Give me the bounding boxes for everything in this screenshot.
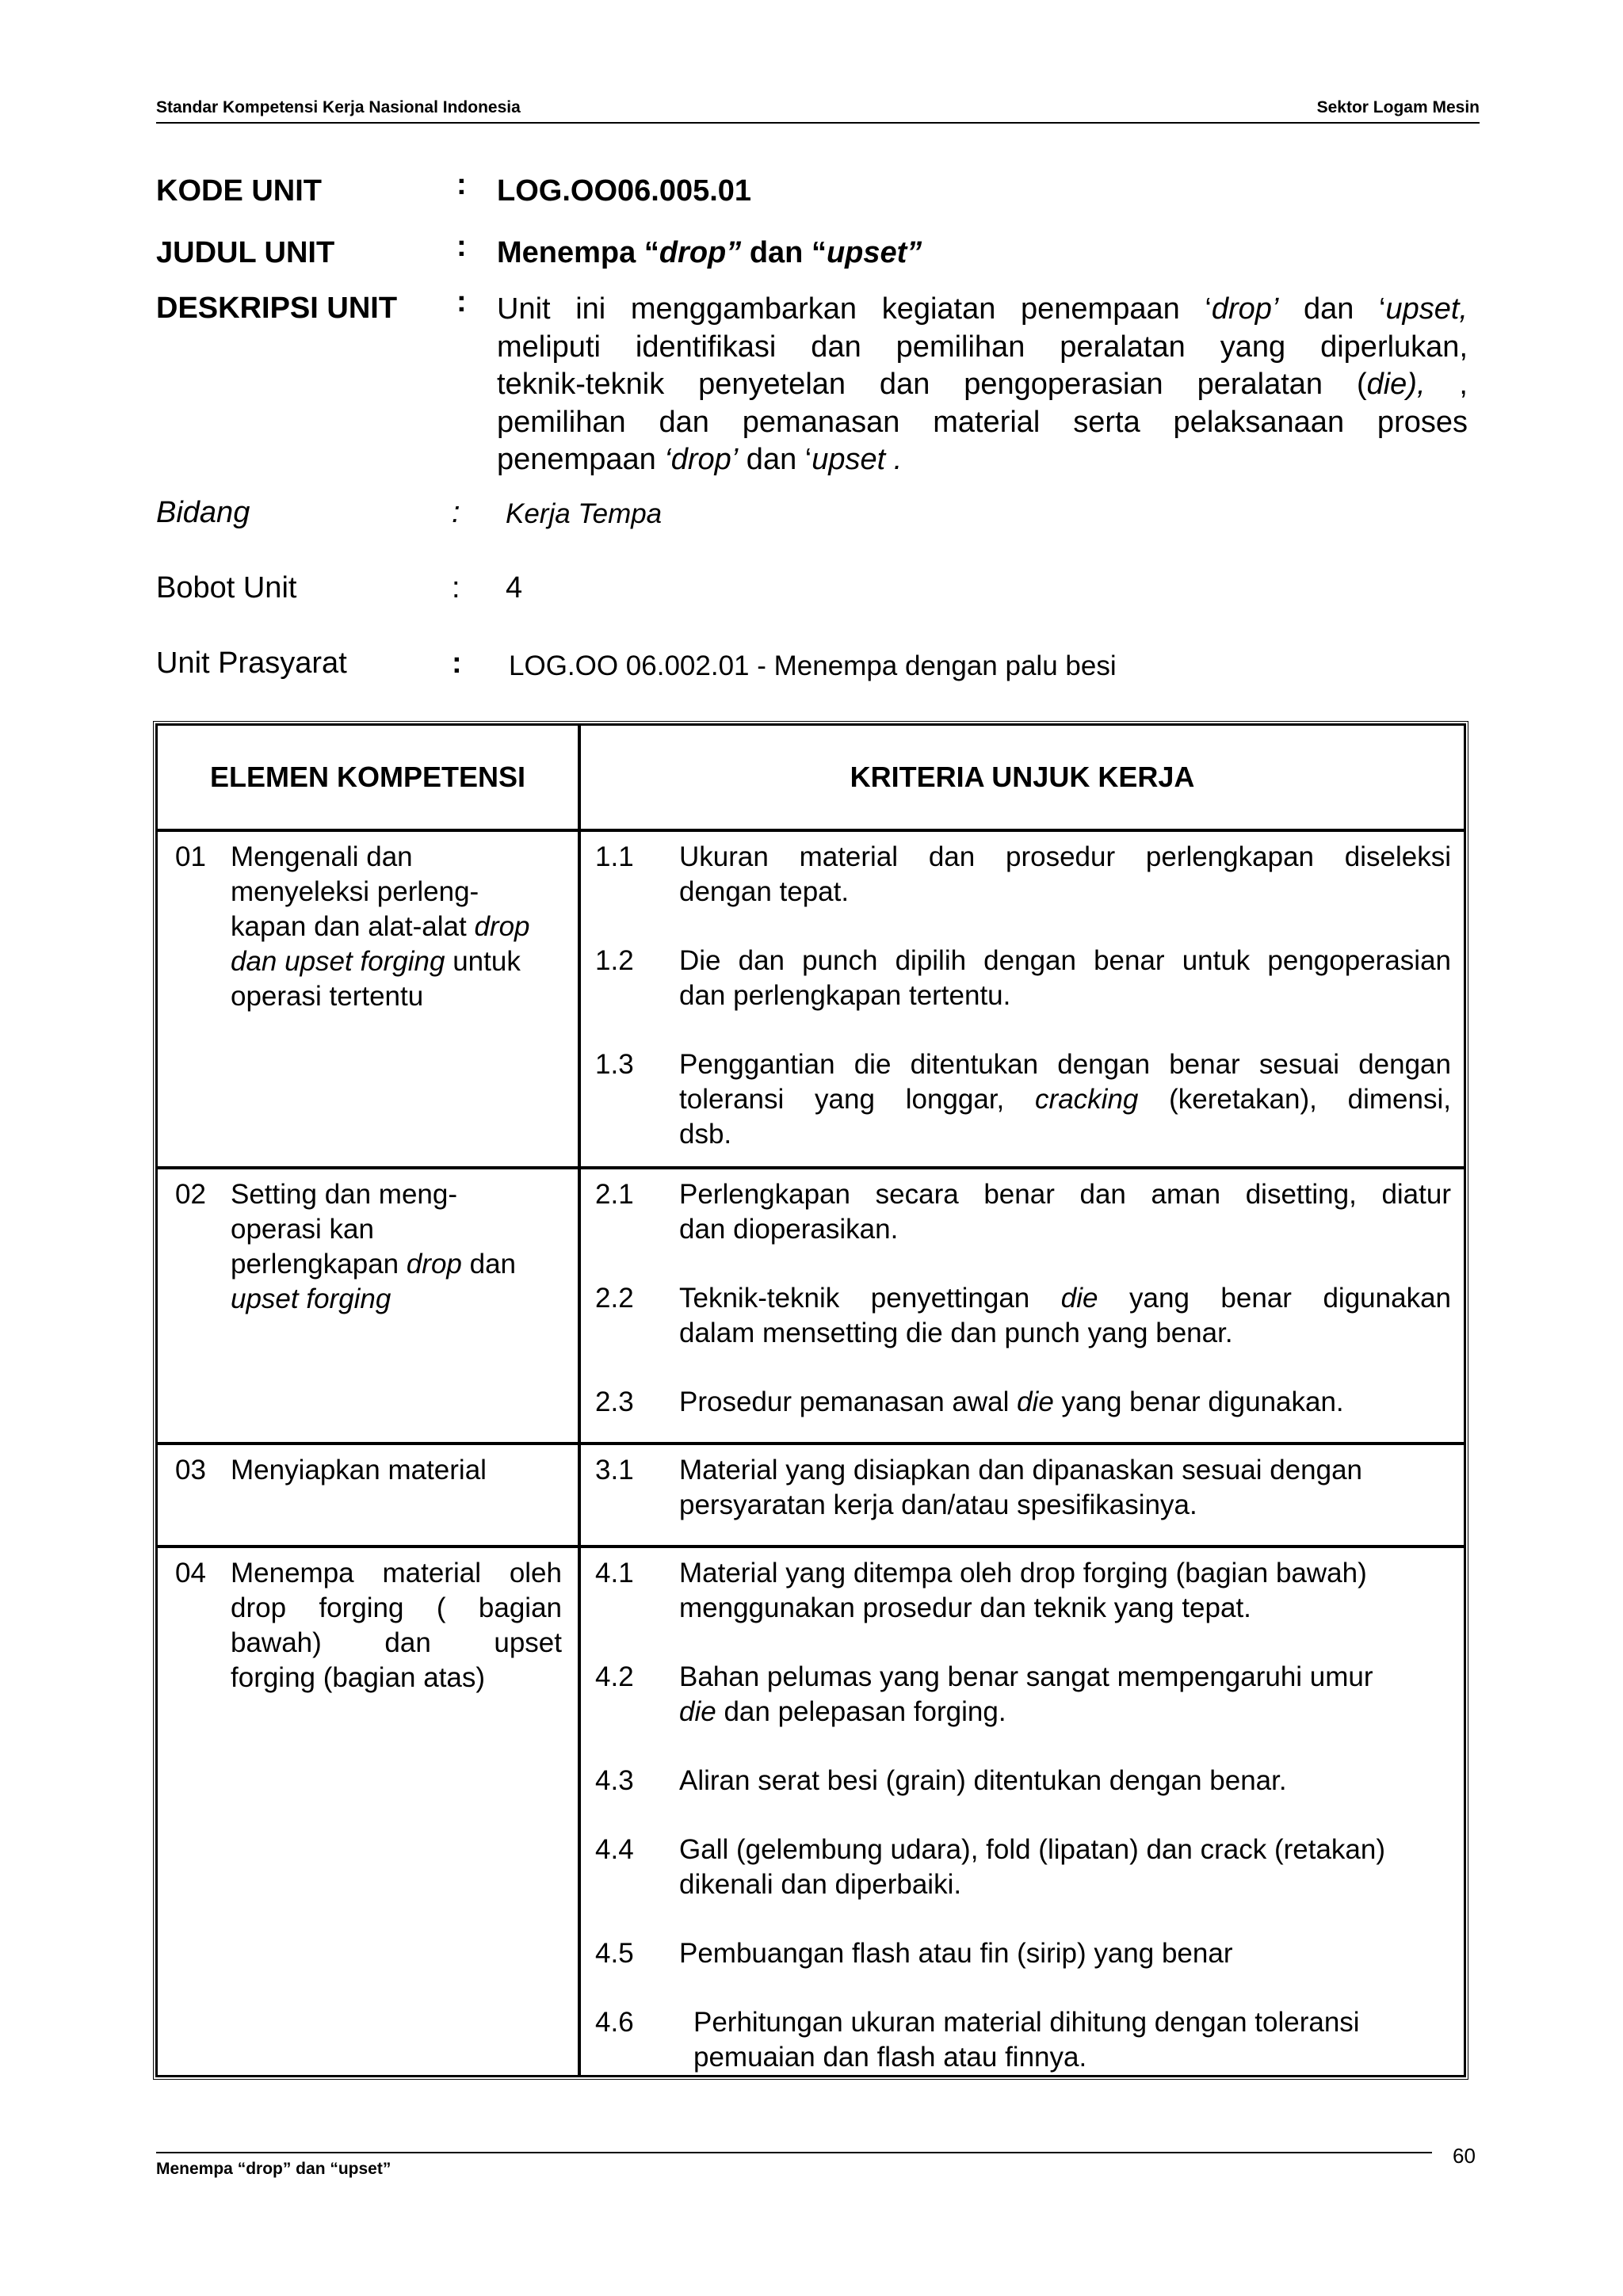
colon: : bbox=[456, 168, 467, 201]
header-rule bbox=[156, 122, 1480, 124]
kriteria-item: 4.1 Material yang ditempa oleh drop forging (bagian bawah) menggunakan prosedur dan teknik yang tepat. bbox=[595, 1558, 1367, 1623]
elemen-text: Menempa material oleh drop forging ( bagian bawah) dan upset forging (bagian atas) bbox=[231, 1558, 562, 1693]
kriteria-item: 4.4 Gall (gelembung udara), fold (lipatan) dan crack (retakan) dikenali dan diperbaiki. bbox=[595, 1834, 1385, 1900]
kriteria-item: 2.1 Perlengkapan secara benar dan aman disetting, diatur dan dioperasikan. bbox=[595, 1179, 1451, 1245]
elemen-number: 02 bbox=[175, 1179, 206, 1210]
kriteria-cell bbox=[579, 1547, 1465, 2077]
colon: : bbox=[452, 496, 460, 529]
kriteria-cell bbox=[579, 1168, 1465, 1444]
bobot-unit-value: 4 bbox=[506, 571, 523, 605]
kriteria-item: 3.1 Material yang disiapkan dan dipanaskan sesuai dengan persyaratan kerja dan/atau spesifikasinya. bbox=[595, 1455, 1362, 1520]
competency-table bbox=[153, 721, 1468, 2080]
elemen-number: 04 bbox=[175, 1558, 206, 1589]
kriteria-item: 2.2 Teknik-teknik penyettingan die yang benar digunakan dalam mensetting die dan punch yang benar. bbox=[595, 1283, 1451, 1348]
elemen-cell bbox=[156, 830, 579, 1168]
elemen-text: Menyiapkan material bbox=[231, 1455, 487, 1486]
kriteria-cell bbox=[579, 830, 1465, 1168]
elemen-text: Mengenali dan menyeleksi perleng- kapan dan alat-alat drop dan upset forging untuk operasi tertentu bbox=[231, 841, 530, 1012]
judul-unit-label: JUDUL UNIT bbox=[156, 236, 335, 269]
elemen-number: 01 bbox=[175, 841, 206, 872]
table-row bbox=[156, 1444, 1465, 1547]
column-header-elemen: ELEMEN KOMPETENSI bbox=[156, 724, 579, 830]
kriteria-item: 4.2 Bahan pelumas yang benar sangat mempengaruhi umur die dan pelepasan forging. bbox=[595, 1661, 1373, 1727]
kriteria-item: 1.1 Ukuran material dan prosedur perlengkapan diseleksi dengan tepat. bbox=[595, 841, 1451, 907]
running-header-right: Sektor Logam Mesin bbox=[1316, 98, 1480, 116]
table-header-row bbox=[156, 724, 1465, 830]
kode-unit-label: KODE UNIT bbox=[156, 174, 322, 208]
elemen-cell bbox=[156, 1547, 579, 2077]
elemen-cell bbox=[156, 1444, 579, 1547]
kode-unit-value: LOG.OO06.005.01 bbox=[497, 174, 752, 208]
elemen-number: 03 bbox=[175, 1455, 206, 1486]
kriteria-item: 4.6 Perhitungan ukuran material dihitung dengan toleransi pemuaian dan flash atau finnya. bbox=[595, 2007, 1360, 2073]
kriteria-item: 4.3 Aliran serat besi (grain) ditentukan dengan benar. bbox=[595, 1765, 1287, 1796]
kriteria-cell bbox=[579, 1444, 1465, 1547]
unit-prasyarat-label: Unit Prasyarat bbox=[156, 646, 347, 680]
colon: : bbox=[452, 571, 460, 605]
running-header-left: Standar Kompetensi Kerja Nasional Indonesia bbox=[156, 98, 521, 116]
footer-rule bbox=[156, 2152, 1432, 2153]
colon: : bbox=[456, 230, 467, 263]
table-row bbox=[156, 1547, 1465, 2077]
bidang-value: Kerja Tempa bbox=[506, 498, 663, 529]
colon: : bbox=[452, 646, 462, 680]
kriteria-item: 1.2 Die dan punch dipilih dengan benar untuk pengoperasian dan perlengkapan tertentu. bbox=[595, 945, 1451, 1011]
colon: : bbox=[456, 285, 467, 318]
table-row bbox=[156, 830, 1465, 1168]
elemen-text: Setting dan meng- operasi kan perlengkapan drop dan upset forging bbox=[231, 1179, 517, 1314]
bidang-label: Bidang bbox=[156, 496, 250, 529]
kriteria-item: 4.5 Pembuangan flash atau fin (sirip) yang benar bbox=[595, 1938, 1233, 1969]
running-footer: Menempa “drop” dan “upset” bbox=[156, 2160, 391, 2178]
deskripsi-unit-label: DESKRIPSI UNIT bbox=[156, 292, 398, 325]
page-number: 60 bbox=[1453, 2144, 1476, 2168]
kriteria-item: 1.3 Penggantian die ditentukan dengan benar sesuai dengan toleransi yang longgar, cracking (keretakan), dimensi, dsb. bbox=[595, 1049, 1451, 1150]
column-header-kriteria: KRITERIA UNJUK KERJA bbox=[579, 724, 1465, 830]
kriteria-item: 2.3 Prosedur pemanasan awal die yang benar digunakan. bbox=[595, 1386, 1344, 1417]
deskripsi-unit-text: Unit ini menggambarkan kegiatan penempaan ‘drop’ dan ‘upset, meliputi identifikasi dan pemilihan peralatan yang diperlukan, teknik-teknik penyetelan dan pengoperasian peralatan (die), , pemilihan dan pemanasan material serta pelaksanaan proses penempaan ‘drop’ dan ‘upset . bbox=[497, 292, 1468, 476]
unit-prasyarat-value: LOG.OO 06.002.01 - Menempa dengan palu besi bbox=[509, 650, 1117, 681]
bobot-unit-label: Bobot Unit bbox=[156, 571, 297, 605]
table-row bbox=[156, 1168, 1465, 1444]
judul-unit-value: Menempa “drop” dan “upset” bbox=[497, 236, 922, 269]
elemen-cell bbox=[156, 1168, 579, 1444]
